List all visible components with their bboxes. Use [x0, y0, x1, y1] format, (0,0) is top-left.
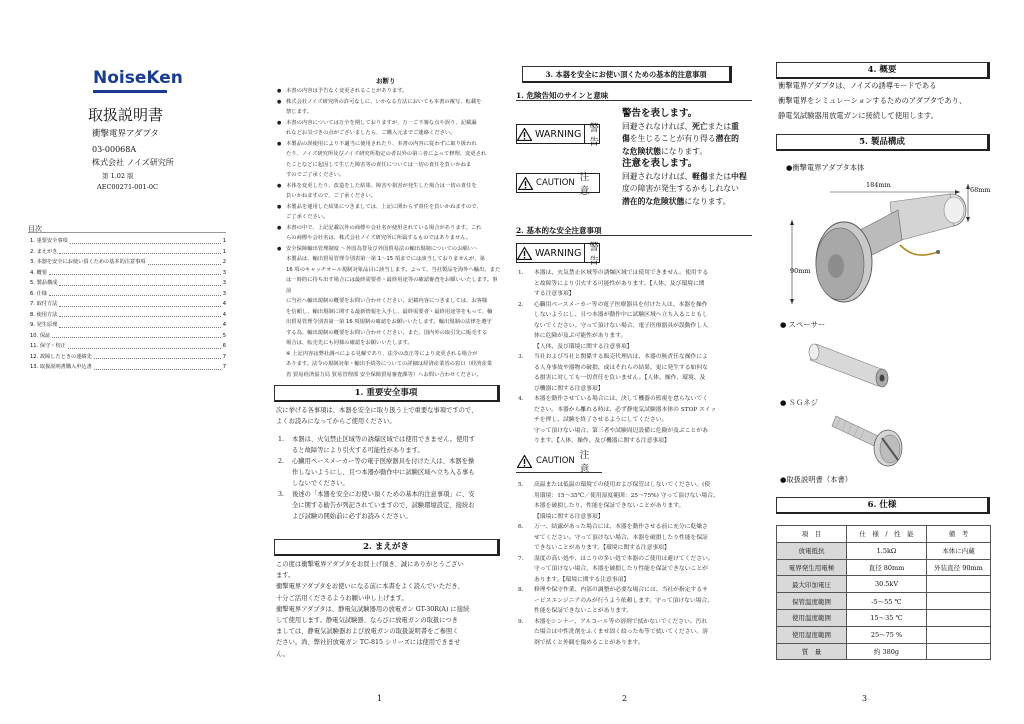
- item-number: 4.: [518, 396, 524, 402]
- section-6-heading: 6. 仕様: [776, 497, 990, 514]
- toc-item[interactable]: [30, 362, 226, 373]
- preface-line: 十分ご活用くださるようお願い申し上げます。: [276, 594, 408, 602]
- item-line: る人身事故や器物の破損、或はそれらの結果、更に発生する如何な: [534, 364, 708, 371]
- item-number: 3.: [278, 491, 285, 498]
- toc-item-title: 10. 保証: [30, 332, 51, 339]
- warning-text-1: 回避されなければ、: [622, 121, 693, 131]
- overview-line: 静電気試験器用放電ガンに接続して使用します。: [778, 111, 938, 120]
- item-line: 本器は、火気禁止区域等の誘爆区域では使用できません。使用する: [534, 270, 709, 276]
- item-screw-label: ● ＳＧネジ: [780, 398, 818, 407]
- item-line: 後述の「本器を安全にお使い頂くための基本的注意事項」に、安: [292, 491, 475, 498]
- caution-text-1: 回避されなければ、: [622, 171, 693, 181]
- notice-line: ● 株式会社ノイズ研究所の許可なしに、いかなる方法においても本書の複写、転載を: [276, 97, 502, 108]
- list-item: [516, 617, 752, 649]
- preface-line: ださい。尚、弊社旧放電ガン TC-815 シリーズには使用できませ: [276, 639, 461, 647]
- item-line: 性能を保証できないことがあります。: [534, 608, 633, 614]
- spec-cell: 使用温度範囲: [777, 609, 847, 626]
- warning-triangle-icon: [517, 124, 532, 144]
- notice-line: たり、ノイズ研究所及びノイズ研究所指定の者以外の第三者によって修理、変更され: [286, 151, 487, 157]
- spec-row: [777, 576, 991, 593]
- item-line: せてください。守って頂けない場合、本器を破損したり性能を保証: [534, 534, 708, 541]
- item-line: 剤で拭くと外観を傷めることがあります。: [534, 639, 644, 646]
- toc-leader: [59, 278, 220, 286]
- subsection-signs-heading: 1. 危険告知のサインと意味: [516, 91, 609, 100]
- list-item: [516, 300, 752, 353]
- item-line: ださい。本器から離れる時は、必ず静電気試験器本体の STOP スイッ: [534, 406, 717, 413]
- warning-items-list: [516, 268, 752, 447]
- toc-leader: [52, 331, 220, 339]
- notice-line: ● 本書の内容については万全を期しておりますが、万一ご不審な点や誤り、記載漏: [276, 118, 502, 129]
- spec-cell: 使用湿度範囲: [777, 626, 847, 643]
- caution-triangle-icon-2: [516, 451, 533, 471]
- item-spacer-label: ● スペーサー: [780, 320, 826, 329]
- toc-item-title: 13. 取扱説明書購入申込書: [30, 364, 92, 370]
- notice-line: ● 本書の内容は予告なく変更されることがあります。: [276, 86, 502, 97]
- spec-table: [776, 525, 991, 660]
- item-number: 8.: [518, 587, 524, 593]
- caution-triangle-icon: [517, 173, 533, 193]
- page-number-3: 3: [862, 694, 868, 703]
- spec-row: [777, 593, 991, 610]
- toc-leader: [70, 236, 221, 244]
- section-4-heading: 4. 概要: [776, 62, 990, 79]
- item-line: 用環境：15～35℃／使用湿度範囲：25～75%) 守って頂けない場合、: [534, 492, 719, 499]
- caution-items-list: [516, 480, 752, 648]
- caution-text-hazard: 潜在的な危険状態: [622, 196, 685, 206]
- spec-header-row: [777, 526, 991, 543]
- spec-cell: 質 量: [777, 643, 847, 660]
- spec-cell: 本体に内蔵: [927, 542, 991, 559]
- toc-item-title: 1. 重要安全事項: [30, 238, 68, 244]
- caution-label-en: CAUTION: [536, 178, 575, 188]
- toc-item[interactable]: [30, 236, 226, 247]
- warning-label-en: WARNING: [535, 128, 582, 140]
- toc-item-title: 7. 取付方法: [30, 301, 58, 307]
- notice-line: らの商標や会社名は、株式会社ノイズ研究所に所属するものではありません。: [286, 235, 472, 241]
- toc-leader: [59, 310, 220, 318]
- item-line: と故障等により引火する可能性があります。【人体、及び環境に関: [534, 280, 705, 287]
- page-number-1: 1: [377, 694, 383, 703]
- item-line: する注意事項】: [534, 291, 575, 297]
- list-item: [276, 434, 502, 456]
- toc-leader: [49, 268, 221, 276]
- toc-item[interactable]: [30, 320, 226, 331]
- adapter-drawing: [770, 170, 1020, 310]
- section-5-heading: 5. 製品構成: [776, 134, 990, 151]
- toc-item-page: 3: [222, 280, 226, 286]
- preface-line: 衝撃電界アダプタをお使いになる前に本書をよく読んでいただき、: [276, 583, 464, 591]
- spec-row: [777, 626, 991, 643]
- list-item: [516, 394, 752, 447]
- item-line: 本器は、火気禁止区域等の誘爆区域では使用できません。使用す: [292, 436, 475, 443]
- toc-item-title: 12. 故障したときの連絡先: [30, 353, 92, 360]
- toc-item-title: 8. 使用方法: [30, 311, 58, 318]
- toc-item-page: 1: [222, 248, 226, 255]
- item-manual-label: ●取扱説明書（本書）: [780, 475, 853, 484]
- item-line: しないようにし、且つ本器が動作中に試験区域へ立ち入ることもし: [534, 312, 708, 318]
- list-item: [276, 489, 502, 522]
- spec-header-cell: 項 目: [777, 526, 847, 543]
- page-number-2: 2: [622, 694, 628, 703]
- caution-rule: [516, 472, 602, 473]
- item-number: 7.: [518, 555, 524, 562]
- intro-line: よくお読みになってからご使用ください。: [276, 418, 396, 425]
- caution-text-3: になります。: [684, 196, 731, 206]
- item-line: た場合は中性洗剤をふくませ固く絞った布等で拭いてください。溶: [534, 629, 708, 635]
- screw-drawing: [830, 408, 920, 474]
- warning-description: [622, 108, 752, 158]
- spec-cell: [927, 626, 991, 643]
- toc-item[interactable]: [30, 257, 226, 268]
- list-item: [516, 480, 752, 522]
- item-adapter-label: ●衝撃電界アダプタ本体: [786, 163, 865, 172]
- toc-item-page: 1: [222, 238, 226, 244]
- section-2-text: [276, 559, 504, 660]
- item-number: 1.: [518, 270, 524, 276]
- toc-item[interactable]: [30, 310, 226, 321]
- toc-leader: [148, 257, 221, 265]
- notice-line: 禁じます。: [286, 109, 313, 115]
- item-line: 守って頂けない場合、本器を破損したり性能を保証できないことが: [534, 566, 708, 572]
- item-number: 6.: [518, 524, 524, 530]
- item-line: あります。【環境に関する注意事項】: [534, 576, 630, 583]
- notice-line: ● 安全保障輸出管理制度 ～外国為替及び外国貿易法の輸出規制についてのお願い～: [276, 244, 502, 255]
- notice-line: ※ 上記内容は弊社調べによる見解であり、法令の改正等により変更される場合が: [286, 350, 478, 357]
- company-name: 株式会社 ノイズ研究所: [92, 158, 174, 167]
- notice-line: に当社へ輸出規制の概要をお問い合わせください。記載内容につきましては、お客様: [286, 298, 488, 304]
- warning-badge-2: [516, 242, 600, 267]
- spec-cell: 15～35 ℃: [847, 609, 927, 626]
- notice-line: 本製品は、輸出貿易管理令別表第一第 1～15 項までには該当しておりませんが、第: [286, 256, 485, 262]
- item-line: ります。【人体、操作、及び機器に関する注意事項】: [534, 438, 670, 444]
- toc-item-page: 4: [222, 301, 226, 307]
- notice-line: 場合は、転売先にも同様の確認をお願いいたします。: [286, 340, 413, 346]
- overview-line: 衝撃電界をシミュレーションするためのアダプタであり、: [778, 96, 967, 105]
- item-line: 守って頂けない場合、第三者や試験周辺設備に危険が及ぶことがあ: [534, 427, 708, 434]
- item-line: できないことがあります。【環境に関する注意事項】: [534, 545, 670, 551]
- item-line: 【人体、及び環境に関する注意事項】: [534, 343, 633, 350]
- section-2-heading: 2. まえがき: [274, 539, 500, 556]
- toc-leader: [59, 247, 220, 255]
- item-line: る損害に対しても一切責任を負いません。【人体、操作、環境、及: [534, 375, 706, 381]
- item-line: 湿度の高い処や、ほこりの多い処で本器のご使用は避けてください。: [534, 555, 714, 562]
- spacer-drawing: [806, 332, 906, 390]
- toc-item-title: 2. まえがき: [30, 248, 58, 255]
- item-line: 本器を破損したり、性能を保証できないことがあります。: [534, 503, 685, 509]
- spec-cell: 保管温度範囲: [777, 593, 847, 610]
- subsection-signs-rule: [516, 100, 752, 101]
- toc-item[interactable]: [30, 278, 226, 289]
- preface-line: この度は衝撃電界アダプタをお買上げ頂き、誠にありがとうござい: [276, 561, 464, 568]
- item-line: び機器に関する注意事項】: [534, 385, 604, 392]
- notice-line: 省 貿易経済協力局 貿易管理部 安全保障貿易審査課等）へお問い合わせください。: [286, 371, 482, 378]
- item-line: 当社および当社と関係する販売代理店は、本器の無責任な操作によ: [534, 354, 708, 360]
- list-item: [516, 268, 752, 300]
- spec-cell: 最大印加電圧: [777, 576, 847, 593]
- item-number: 2.: [518, 301, 524, 308]
- warning-badge: [516, 123, 600, 148]
- caution-description: [622, 158, 752, 208]
- spec-header-cell: 備 考: [927, 526, 991, 543]
- spec-row: [777, 609, 991, 626]
- notice-line: あります。法令の規制対象・輸出手続等についての詳細は経済産業省の窓口（経済産業: [286, 361, 493, 367]
- section-1-list: [276, 434, 502, 522]
- toc-item-page: 7: [222, 364, 226, 370]
- toc-item-title: 4. 概要: [30, 269, 47, 276]
- preface-line: ん。: [276, 650, 289, 658]
- item-line: チを押し、試験を終了させるようにしてください。: [534, 417, 668, 423]
- spec-cell: 放電抵抗: [777, 542, 847, 559]
- toc-item-page: 6: [222, 343, 226, 349]
- spec-cell: -5～55 ℃: [847, 593, 927, 610]
- toc-leader: [59, 299, 220, 307]
- toc-leader: [68, 341, 221, 349]
- section-1-heading: 1. 重要安全事項: [274, 385, 500, 402]
- notice-line: ● 本書の中で、上記記載以外の商標や会社名が使用されている場合があります。これ: [276, 223, 502, 234]
- item-line: 高温または低温の環境での使用および保管はしないでください。(使: [534, 482, 711, 488]
- warning-text-3: になります。: [660, 146, 708, 156]
- item-line: 本器を動作させている場合には、決して機器の監視を怠らないでく: [534, 396, 708, 402]
- warning-text-2: を生じることが有り得る: [629, 134, 716, 143]
- notice-list: [276, 86, 502, 380]
- notice-line: ● 本製品を運用した結果につきましては、上記に関わらず責任を負いかねますので、: [276, 202, 502, 213]
- notice-heading: お断り: [376, 77, 396, 85]
- caution-lead: 注意を表します。: [622, 158, 698, 169]
- warning-label-en-2: WARNING: [535, 247, 582, 259]
- caution-text-moderate: 中程: [731, 171, 747, 181]
- toc-item-page: 3: [222, 290, 226, 297]
- spec-cell: 1.5kΩ: [847, 542, 927, 559]
- notice-line: する為、輸出規制の概要をお問い合わせください。また、国内外の取引先に販売する: [286, 329, 488, 336]
- spec-cell: 外装直径 90mm: [927, 559, 991, 576]
- list-item: [276, 456, 502, 489]
- subsection-basic-rule: [516, 235, 752, 236]
- item-number: 2.: [278, 458, 285, 465]
- toc-item[interactable]: [30, 299, 226, 310]
- spec-cell: [927, 609, 991, 626]
- item-line: 心臓用ペースメーカー等の電子医療器具を付けた人は、本器を操: [292, 458, 475, 465]
- item-line: 本器をシンナー、アルコール等の溶剤で拭かないでください。汚れ: [534, 618, 708, 625]
- item-line: よび試験の開始前に必ずお読みください。: [292, 513, 412, 520]
- item-line: 体に危険が及ぶ可能性があります。: [534, 333, 627, 339]
- warning-text-injury: 傷: [622, 134, 630, 143]
- spec-row: [777, 559, 991, 576]
- warning-label-jp-2: 警告: [584, 244, 603, 262]
- preface-line: ましては、静電気試験器および放電ガンの取扱説明書をご参照く: [276, 628, 459, 636]
- caution-badge-2: [516, 450, 600, 475]
- item-line: ないでください。守って頂けない場合、電子医療器具が誤動作し人: [534, 322, 708, 329]
- item-line: ると故障等により引火する可能性があります。: [292, 447, 424, 454]
- toc-item-page: 3: [222, 269, 226, 276]
- warning-triangle-icon-2: [517, 243, 532, 263]
- item-number: 5.: [518, 482, 524, 488]
- list-item: [516, 585, 752, 617]
- item-number: 9.: [518, 618, 524, 625]
- dim-width: 68mm: [970, 186, 991, 194]
- product-name: 衝撃電界アダプタ: [92, 129, 159, 139]
- toc-item[interactable]: [30, 341, 226, 352]
- toc-item[interactable]: [30, 247, 226, 258]
- notice-line: ● 本製品の誤使用により不適当に使用されたり、本書の内容に従わずに取り扱われ: [276, 139, 502, 150]
- intro-line: 次に挙げる各事項は、本器を安全に取り扱う上で重要な事項ですので、: [276, 407, 478, 414]
- toc-leader: [94, 352, 221, 360]
- spec-cell: [927, 576, 991, 593]
- toc-leader: [94, 362, 221, 370]
- table-of-contents: [30, 236, 226, 373]
- warning-label-jp: 警告: [584, 125, 603, 143]
- preface-line: 衝撃電界アダプタは、静電気試験器用の放電ガン GT-30R(A) に接続: [276, 605, 470, 613]
- list-item: [516, 522, 752, 554]
- item-line: 心臓用ペースメーカー等の電子医療器具を付けた人は、本器を操作: [534, 301, 708, 308]
- list-item: [516, 352, 752, 394]
- subsection-basic-heading: 2. 基本的な安全注意事項: [516, 226, 602, 235]
- toc-item[interactable]: [30, 268, 226, 279]
- list-item: [516, 554, 752, 586]
- spec-row: [777, 643, 991, 660]
- spec-cell: 直径 80mm: [847, 559, 927, 576]
- toc-item-title: 5. 製品構成: [30, 280, 58, 286]
- item-line: 作しないようにし、且つ本器が動作中に試験区域へ立ち入る事も: [292, 469, 475, 476]
- item-line: ービスエンジニアのみが行うよう依頼します。守って頂けない場合、: [534, 597, 714, 604]
- warning-text-potential: 潜在的: [715, 134, 739, 143]
- caution-text-or: または: [707, 171, 732, 181]
- warning-text-hazard: な危険状態: [622, 146, 661, 156]
- warning-lead: 警告を表します。: [622, 108, 698, 119]
- toc-item-page: 5: [222, 332, 226, 339]
- spec-cell: 電界発生用電極: [777, 559, 847, 576]
- spec-header-cell: 仕 様 / 性 能: [847, 526, 927, 543]
- caution-label-jp: 注意: [579, 172, 590, 197]
- item-number: 1.: [278, 436, 285, 443]
- notice-line: 負いかねますので、ご了承ください。: [286, 193, 376, 199]
- warning-text-serious: 重: [731, 121, 739, 131]
- dim-length: 184mm: [866, 181, 891, 189]
- notice-line: 出貿易管理令別表第一第 16 項規制の確認をお願いいたします。輸出規制の法律を遵守: [286, 319, 492, 325]
- logo-underline: [93, 90, 167, 93]
- notice-line: は一時的に持ち出す場合には最終需要者・最終用途等の確認審査をお願いいたします。事前: [286, 277, 498, 294]
- toc-item[interactable]: [30, 331, 226, 342]
- preface-line: して使用します。静電気試験器、ならびに放電ガンの取扱につき: [276, 617, 458, 625]
- notice-line: ご了承ください。: [286, 214, 329, 220]
- toc-item-page: 2: [222, 259, 226, 265]
- section-1-intro: [276, 405, 502, 427]
- toc-heading: 目次: [28, 225, 42, 233]
- spec-cell: 25～75 %: [847, 626, 927, 643]
- notice-line: を信頼し、輸出規制に関する最新情報を入手し、最終需要者・最終用途等をもって、輸: [286, 308, 493, 315]
- toc-item-page: 7: [222, 353, 226, 360]
- toc-item[interactable]: [30, 289, 226, 300]
- caution-label-jp-2: 注意: [579, 450, 590, 475]
- caution-label-en-2: CAUTION: [536, 456, 575, 466]
- caution-badge: [516, 172, 600, 197]
- toc-item-title: 11. 保守・校正: [30, 343, 66, 349]
- caution-text-2: 度の障害が発生するかもしれない: [622, 184, 739, 193]
- section-3-heading: 3. 本器を安全にお使い頂くための基本的注意事項: [522, 66, 732, 83]
- document-code: AEC00271-001-0C: [97, 183, 158, 191]
- document-title: 取扱説明書: [88, 106, 164, 124]
- toc-item-title: 6. 仕様: [30, 290, 47, 297]
- overview-line: 衝撃電界アダプタは、ノイズの誘導モードである: [778, 81, 937, 90]
- item-line: しないでください。: [292, 480, 349, 487]
- edition: 第 1.02 版: [102, 172, 134, 180]
- spec-cell: [927, 643, 991, 660]
- toc-item-title: 3. 本器を安全にお使い頂くための基本的注意事項: [30, 259, 146, 265]
- warning-text-death: 死亡: [692, 121, 708, 131]
- toc-leader: [49, 289, 221, 297]
- section-4-text: [778, 78, 1018, 123]
- item-line: 万一、結露があった場合には、本器を動作させる前に充分に乾燥さ: [534, 524, 708, 530]
- noiseken-logo: NoiseKen: [93, 68, 183, 88]
- notice-line: ● 本体を変更したり、改造をした結果、障害や損害が発生した場合は一切の責任を: [276, 181, 502, 192]
- item-line: 修理や保守作業、内部の調整が必要な場合には、当社が指定するサ: [534, 587, 708, 593]
- spec-row: [777, 542, 991, 559]
- notice-line: すのでご了承ください。: [286, 172, 345, 178]
- preface-line: ます。: [276, 572, 295, 580]
- toc-item[interactable]: [30, 352, 226, 363]
- item-line: 全に関する勧告が列記されていますので、試験環境設定、接続お: [292, 502, 475, 509]
- toc-item-page: 4: [222, 311, 226, 318]
- item-line: 【環境に関する注意事項】: [534, 513, 604, 520]
- model-number: 03-00068A: [92, 145, 137, 154]
- toc-rule: [28, 232, 226, 233]
- warning-text-or: または: [707, 121, 732, 131]
- caution-text-minor: 軽傷: [692, 171, 708, 181]
- toc-leader: [59, 320, 220, 328]
- toc-item-title: 9. 発生原理: [30, 322, 58, 328]
- spec-cell: [927, 593, 991, 610]
- item-number: 3.: [518, 354, 524, 360]
- notice-line: れなどお気づきの点がございましたら、ご購入元までご連絡ください。: [286, 130, 456, 136]
- notice-line: たことなどに起因して生じた障害等の責任については一切の責任を負いかねま: [286, 161, 472, 168]
- notice-line: 16 項のキャッチオール規制対象品目に該当します。よって、当社製品を海外へ輸出、また: [286, 266, 501, 273]
- spec-cell: 約 380g: [847, 643, 927, 660]
- toc-item-page: 4: [222, 322, 226, 328]
- dim-diameter: 90mm: [790, 267, 811, 275]
- spec-cell: 30.5kV: [847, 576, 927, 593]
